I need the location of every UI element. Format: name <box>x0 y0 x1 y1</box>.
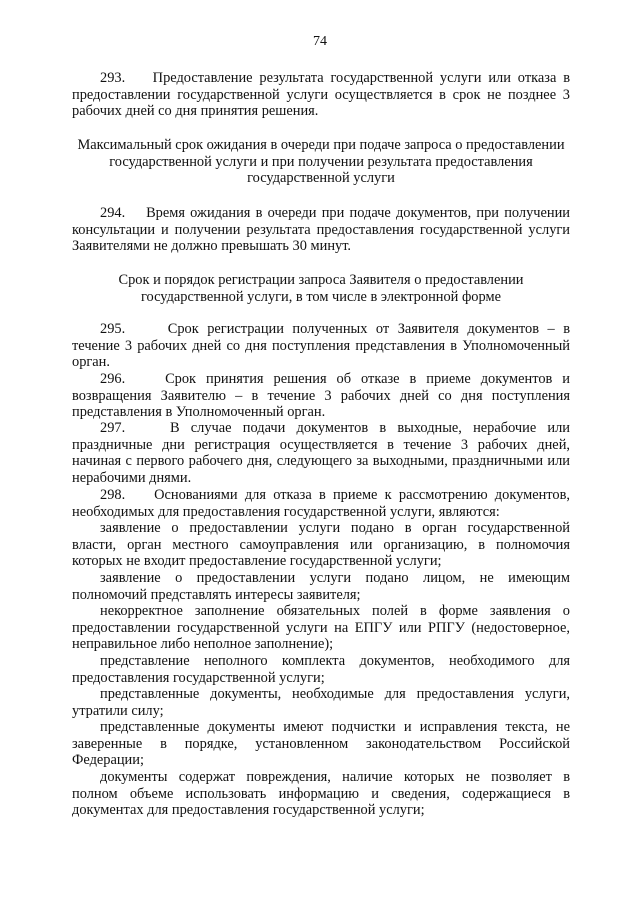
heading-line: государственной услуги <box>247 170 395 187</box>
text-line: рабочих дней со дня принятия решения. <box>72 103 319 120</box>
text-line: необходимых для предоставления государственной услуги, являются: <box>72 503 500 520</box>
text-line: Федерации; <box>72 752 144 769</box>
list-item <box>72 570 570 603</box>
paragraph-number: 296. <box>100 371 126 387</box>
text-line: орган. <box>72 354 110 371</box>
paragraph-number: 298. <box>100 487 126 503</box>
text-line: документы содержат повреждения, наличие которых не позволяет в <box>100 769 570 785</box>
text-line: заявление о предоставлении услуги подано лицом, не имеющим <box>100 570 570 586</box>
text-line: полномочий представлять интересы заявителя; <box>72 586 361 603</box>
paragraph-298 <box>72 487 570 520</box>
heading-line: государственной услуги, в том числе в электронной форме <box>141 288 501 305</box>
text-line: течение 3 рабочих дней со дня поступления представления в Уполномоченный <box>72 337 570 354</box>
paragraph-number: 293. <box>100 70 126 86</box>
list-item <box>72 719 570 769</box>
text-line: документах для предоставления государственной услуги; <box>72 802 425 819</box>
page-number: 74 <box>313 34 327 49</box>
heading-line: Максимальный срок ожидания в очереди при подаче запроса о предоставлении <box>77 137 565 153</box>
list-item <box>72 686 570 719</box>
paragraph-293 <box>72 70 570 120</box>
paragraph-number: 297. <box>100 420 126 436</box>
text-line: неправильное либо неполное заполнение); <box>72 636 334 653</box>
section-heading-registration <box>72 272 570 305</box>
list-item <box>72 603 570 653</box>
text-line: предоставлении государственной услуги осуществляется в срок не позднее 3 <box>72 86 570 103</box>
heading-line: государственной услуги и при получении результата предоставления <box>109 153 533 170</box>
list-item <box>72 520 570 570</box>
text-line: полном объеме использовать информацию и сведения, содержащиеся в <box>72 785 570 802</box>
text-line: которых не входит предоставление государственной услуги; <box>72 553 442 570</box>
paragraph-294 <box>72 205 570 255</box>
list-item <box>72 769 570 819</box>
text-line: консультации и получении результата предоставления государственной услуги <box>72 221 570 238</box>
heading-line: Срок и порядок регистрации запроса Заявителя о предоставлении <box>118 272 524 288</box>
text-line: 296. Срок принятия решения об отказе в приеме документов и <box>100 371 570 387</box>
text-line: представления в Уполномоченный орган. <box>72 404 326 421</box>
text-line: 298. Основаниями для отказа в приеме к рассмотрению документов, <box>100 487 570 503</box>
text-line: предоставления государственной услуги; <box>72 669 325 686</box>
text-line: утратили силу; <box>72 702 164 719</box>
text-line: представление неполного комплекта документов, необходимого для <box>100 653 570 669</box>
text-line: представленные документы, необходимые для предоставления услуги, <box>100 686 570 702</box>
paragraph-295 <box>72 321 570 371</box>
text-line: заявление о предоставлении услуги подано в орган государственной <box>100 520 570 536</box>
paragraph-number: 295. <box>100 321 126 337</box>
text-line: некорректное заполнение обязательных полей в форме заявления о <box>100 603 570 619</box>
text-line: 295. Срок регистрации полученных от Заявителя документов – в <box>100 321 570 337</box>
text-line: праздничные дни регистрация осуществляется в течение 3 рабочих дней, <box>72 436 570 453</box>
text-line: 293. Предоставление результата государственной услуги или отказа в <box>100 70 571 86</box>
section-heading-queue-time <box>72 137 570 187</box>
list-item <box>72 653 570 686</box>
paragraph-297 <box>72 420 570 486</box>
text-line: 297. В случае подачи документов в выходные, нерабочие или <box>100 420 571 436</box>
paragraph-number: 294. <box>100 205 126 221</box>
text-line: представленные документы имеют подчистки и исправления текста, не <box>100 719 570 735</box>
text-line: власти, орган местного самоуправления или организацию, в полномочия <box>72 536 570 553</box>
text-line: предоставлении государственной услуги на ЕПГУ или РПГУ (недостоверное, <box>72 619 570 636</box>
text-line: нерабочими днями. <box>72 469 192 486</box>
text-line: Заявителями не должно превышать 30 минут. <box>72 238 352 255</box>
text-line: заверенные в порядке, установленном законодательством Российской <box>72 735 570 752</box>
text-line: начиная с первого рабочего дня, следующего за выходными, праздничными или <box>72 453 570 470</box>
text-line: возвращения Заявителю – в течение 3 рабочих дней со дня поступления <box>72 387 570 404</box>
text-line: 294. Время ожидания в очереди при подаче документов, при получении <box>100 205 571 221</box>
paragraph-296 <box>72 371 570 421</box>
